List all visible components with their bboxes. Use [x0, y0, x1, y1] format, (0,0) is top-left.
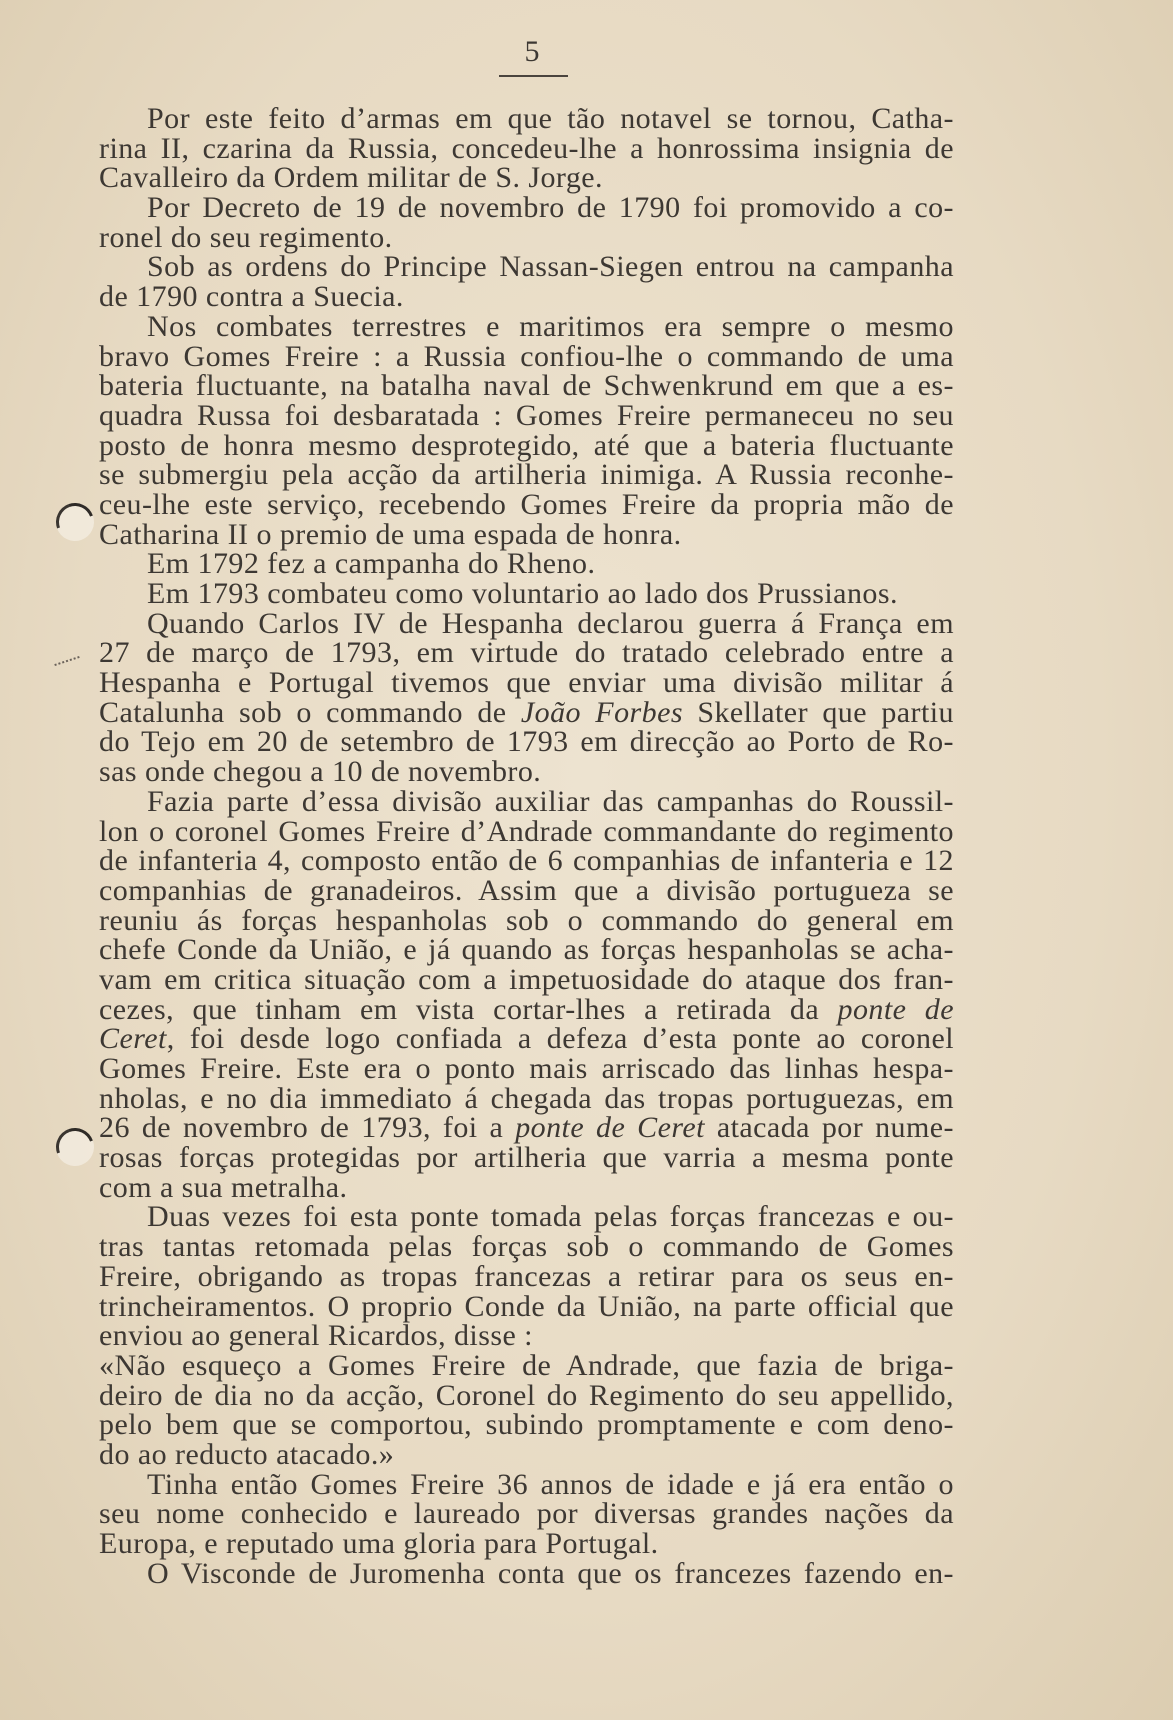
- text-line: bravo Gomes Freire : a Russia confiou-lhe o commando de uma: [99, 339, 954, 373]
- text-line: do ao reducto atacado.»: [99, 1437, 395, 1471]
- text-line: Gomes Freire. Este era o ponto mais arriscado das linhas hespa-: [99, 1052, 954, 1085]
- italic-place-name: Ceret: [99, 1022, 167, 1056]
- text-line: Hespanha e Portugal tivemos que enviar uma divisão militar á: [99, 666, 954, 700]
- text-line: Europa, e reputado uma gloria para Portugal.: [99, 1527, 659, 1560]
- text-line: sas onde chegou a 10 de novembro.: [99, 755, 542, 789]
- text-line: se submergiu pela acção da artilheria inimiga. A Russia reconhe-: [99, 458, 954, 492]
- text-line: tras tantas retomada pelas forças sob o commando de Gomes: [99, 1230, 954, 1264]
- text-segment: atacada por nume-: [704, 1111, 954, 1145]
- text-line: enviou ao general Ricardos, disse :: [99, 1319, 533, 1353]
- paragraph: [99, 193, 954, 252]
- paragraph: [99, 1200, 954, 1353]
- paragraph: [99, 784, 954, 1204]
- paragraph: [99, 606, 954, 789]
- paragraph: [99, 104, 954, 193]
- text-line: com a sua metralha.: [99, 1170, 348, 1204]
- text-line: Freire, obrigando as tropas francezas a retirar para os seus en-: [99, 1259, 954, 1293]
- text-line: pelo bem que se comportou, subindo promptamente e com deno-: [99, 1408, 954, 1442]
- text-line: bateria fluctuante, na batalha naval de Schwenkrund em que a es-: [99, 369, 954, 403]
- text-line: Quando Carlos IV de Hespanha declarou guerra á França em: [147, 606, 954, 640]
- margin-smudge: [54, 656, 79, 666]
- text-line: trincheiramentos. O proprio Conde da União, na parte official que: [99, 1289, 954, 1323]
- italic-place-name: ponte de: [837, 992, 954, 1026]
- text-line: [99, 1024, 954, 1054]
- quotation: [99, 1348, 954, 1471]
- text-line: Por este feito d’armas em que tão notavel se tornou, Catha-: [147, 102, 954, 135]
- binding-hole-mark: [50, 497, 100, 547]
- text-line: quadra Russa foi desbaratada : Gomes Freire permaneceu no seu: [99, 398, 954, 432]
- text-segment: Skellater que partiu: [683, 695, 954, 729]
- text-line: Por Decreto de 19 de novembro de 1790 foi promovido a co-: [147, 191, 954, 225]
- text-line: reuniu ás forças hespanholas sob o commando do general em: [99, 903, 954, 937]
- page-number-rule: [499, 75, 568, 77]
- text-line: [99, 992, 954, 1026]
- text-line: Em 1792 fez a campanha do Rheno.: [147, 547, 596, 581]
- paragraph: [99, 250, 954, 314]
- text-line: de 1790 contra a Suecia.: [99, 280, 404, 314]
- text-line: deiro de dia no da acção, Coronel do Regimento do seu appellido,: [99, 1378, 954, 1412]
- text-line: seu nome conhecido e laureado por diversas grandes nações da: [99, 1497, 954, 1531]
- text-line: [99, 695, 954, 729]
- text-line: companhias de granadeiros. Assim que a divisão portugueza se: [99, 873, 954, 907]
- text-line: Cavalleiro da Ordem militar de S. Jorge.: [99, 161, 603, 195]
- paragraph: [99, 1467, 954, 1560]
- text-line: Fazia parte d’essa divisão auxiliar das campanhas do Roussil-: [147, 784, 954, 818]
- text-line: ronel do seu regimento.: [99, 220, 393, 254]
- paragraph: [99, 549, 954, 579]
- text-line: rosas forças protegidas por artilheria que varria a mesma ponte: [99, 1141, 954, 1175]
- text-line: chefe Conde da União, e já quando as forças hespanholas se acha-: [99, 933, 954, 967]
- binding-hole-mark: [50, 1122, 100, 1172]
- page-number: 5: [524, 35, 540, 68]
- paragraph: [99, 309, 954, 551]
- paragraph: [99, 1556, 954, 1590]
- text-segment: cezes, que tinham em vista cortar-lhes a retirada da: [99, 992, 838, 1026]
- text-segment: Catalunha sob o commando de: [99, 695, 521, 729]
- text-line: lon o coronel Gomes Freire d’Andrade commandante do regimento: [99, 814, 954, 848]
- italic-place-name: ponte de Ceret: [515, 1111, 705, 1145]
- italic-name: João Forbes: [520, 695, 684, 729]
- text-line: Duas vezes foi esta ponte tomada pelas forças francezas e ou-: [147, 1200, 954, 1234]
- text-line: vam em critica situação com a impetuosidade do ataque dos fran-: [99, 962, 954, 996]
- text-line: «Não esqueço a Gomes Freire de Andrade, que fazia de briga-: [99, 1348, 954, 1382]
- text-segment: 26 de novembro de 1793, foi a: [99, 1111, 516, 1145]
- text-line: nholas, e no dia immediato á chegada das tropas portuguezas, em: [99, 1081, 954, 1115]
- text-line: Em 1793 combateu como voluntario ao lado dos Prussianos.: [147, 577, 898, 610]
- text-line: O Visconde de Juromenha conta que os francezes fazendo en-: [147, 1556, 954, 1590]
- text-line: rina II, czarina da Russia, concedeu-lhe a honrossima insignia de: [99, 131, 954, 165]
- text-segment: , foi desde logo confiada a defeza d’esta ponte ao coronel: [166, 1022, 954, 1056]
- paragraph: [99, 579, 954, 609]
- text-line: Nos combates terrestres e maritimos era sempre o mesmo: [147, 309, 954, 343]
- text-line: 27 de março de 1793, em virtude do tratado celebrado entre a: [99, 636, 954, 670]
- text-line: Sob as ordens do Principe Nassan-Siegen entrou na campanha: [147, 250, 954, 284]
- text-line: [99, 1113, 954, 1143]
- text-line: posto de honra mesmo desprotegido, até que a bateria fluctuante: [99, 428, 954, 462]
- body-text: [99, 104, 954, 1588]
- text-line: Catharina II o premio de uma espada de honra.: [99, 517, 682, 551]
- text-line: ceu-lhe este serviço, recebendo Gomes Freire da propria mão de: [99, 487, 954, 521]
- text-line: do Tejo em 20 de setembro de 1793 em direcção ao Porto de Ro-: [99, 725, 954, 759]
- text-line: Tinha então Gomes Freire 36 annos de idade e já era então o: [147, 1467, 954, 1501]
- text-line: de infanteria 4, composto então de 6 companhias de infanteria e 12: [99, 844, 954, 878]
